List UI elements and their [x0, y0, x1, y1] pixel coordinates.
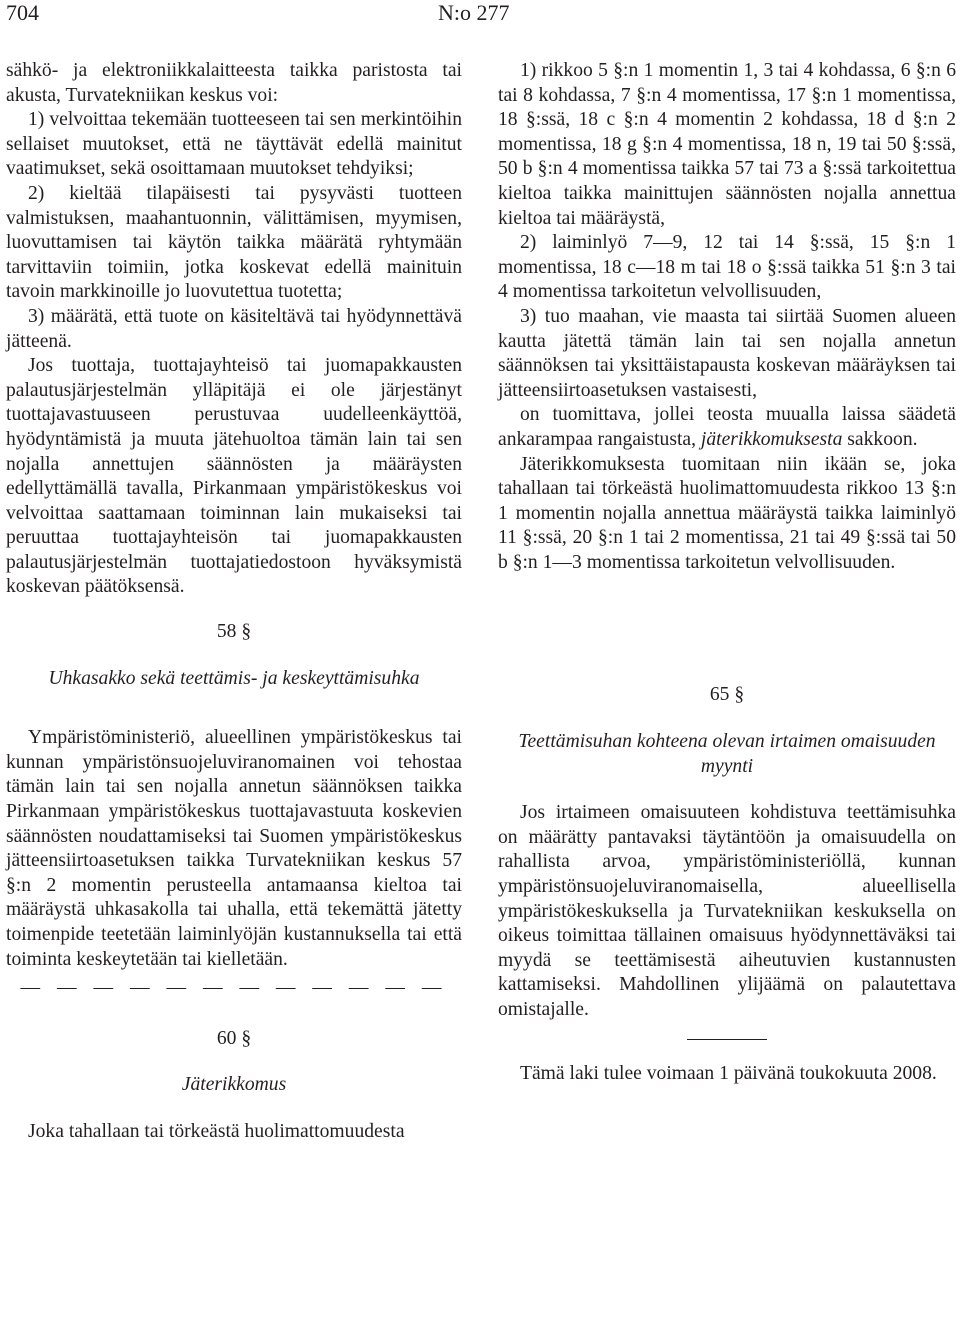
section-58-title: Uhkasakko sekä teettämis- ja keskeyttämisuhka [48, 667, 420, 689]
paragraph-producer: Jos tuottaja, tuottajayhteisö tai juomapakkausten palautusjärjestelmän ylläpitäjä ei ole järjestänyt tuottajavastuuseen perustuvaa uudelleenkäyttöä, hyödyntämistä ja muuta jätehuoltoa tämän lain tai sen nojalla annettujen säännösten ja määräysten edellyttämällä tavalla, Pirkanmaan ympäristökeskus voi velvoittaa saattamaan toiminnan lain mukaiseksi tai peruuttaa tuottajayhteisön tai juomapakkausten palautusjärjestelmän tuottajatiedostoon hyväksymistä koskevan päätöksensä. [6, 355, 462, 598]
penalty-term: jäterikkomuksesta [700, 428, 843, 450]
left-column [6, 59, 462, 1145]
list-item-3: 3) määrätä, että tuote on käsiteltävä tai hyödynnettävä jätteenä. [6, 305, 462, 352]
omission-line: — — — — — — — — — — — — [20, 977, 448, 999]
section-65-text: Jos irtaimeen omaisuuteen kohdistuva teettämisuhka on määrätty pantavaksi täytäntöön ja omaisuudella on rahallista arvoa, ympäristöministeriöllä, kunnan ympäristönsuojeluviranomaisella, alueellisella ympäristökeskuksella ja Turvatekniikan keskuksella on oikeus toimittaa tällainen omaisuus hyödynnettäväksi tai myydä se teettämisestä aiheutuvien kustannusten kattamiseksi. Mahdollinen ylijäämä on palautettava omistajalle. [498, 802, 956, 1020]
list-item-2: 2) kieltää tilapäisesti tai pysyvästi tuotteen valmistuksen, maahantuonnin, välittämisen, myymisen, luovuttamisen tai käytön taikka määrätä ryhtymään tarvittaviin toimiin, jotka koskevat edellä mainituin tavoin markkinoille jo luovutettua tuotetta; [6, 182, 462, 303]
penalty-text-b: sakkoon. [842, 428, 918, 450]
penalty-text-a: on tuomittava, jollei teosta muualla laissa säädetä ankarampaa rangaistusta, [498, 404, 956, 450]
section-60-text: Joka tahallaan tai törkeästä huolimattomuudesta [28, 1120, 405, 1142]
section-65-title: Teettämisuhan kohteena olevan irtaimen omaisuuden myynti [518, 731, 936, 777]
section-60-number: 60 § [216, 1027, 252, 1049]
offence-item-1: 1) rikkoo 5 §:n 1 momentin 1, 3 tai 4 kohdassa, 6 §:n 6 tai 8 kohdassa, 7 §:n 4 momentissa, 17 §:n 1 momentissa, 18 §:ssä, 18 c §:n 4 momentin 2 kohdassa, 18 d §:n 2 momentissa, 18 g §:n 4 momentissa, 18 n, 19 tai 50 §:ssä, 50 b §:n 4 momentissa taikka 57 tai 73 a §:ssä tarkoitettua kieltoa taikka mainittujen säännösten nojalla annettua kieltoa tai määräystä, [498, 60, 956, 229]
section-58-text: Ympäristöministeriö, alueellinen ympäristökeskus tai kunnan ympäristönsuojeluviranomainen voi tehostaa tämän lain tai sen nojalla annetun säännöksen taikka Pirkanmaan ympäristökeskus tuottajavastuuta koskevien säännösten noudattamiseksi tai Suomen ympäristökeskus jätteensiirtoasetuksen taikka Turvatekniikan keskus 57 §:n 2 momentin perusteella antamaansa kieltoa tai määräystä uhkasakolla tai uhalla, että tekemättä jätetty toimenpide teetetään laiminlyöjän kustannuksella tai että toiminta keskeytetään tai kielletään. [6, 727, 462, 970]
penalty-paragraph [498, 403, 956, 452]
page-header [0, 0, 960, 32]
offence-item-2: 2) laiminlyö 7—9, 12 tai 14 §:ssä, 15 §:n 1 momentissa, 18 c—18 m tai 18 o §:ssä taikka 51 §:n 3 tai 4 momentissa tarkoitetun velvollisuuden, [498, 232, 956, 303]
right-column [498, 59, 956, 1086]
section-58-number: 58 § [216, 621, 252, 643]
section-60-title: Jäterikkomus [181, 1074, 287, 1096]
paragraph-offence-extension: Jäterikkomuksesta tuomitaan niin ikään se, joka tahallaan tai törkeästä huolimattomuudesta rikkoo 13 §:n 1 momentin nojalla annettua määräystä taikka laiminlyö 11 §:ssä, 20 §:n 1 tai 2 momentissa, 21 tai 49 §:ssä tai 50 b §:n 1—3 momentissa tarkoitetun velvollisuuden. [498, 453, 956, 573]
document-number: N:o 277 [438, 0, 510, 25]
offence-item-3: 3) tuo maahan, vie maasta tai siirtää Suomen alueen kautta jätettä tämän lain tai sen nojalla annetun säännöksen tai yksittäistapausta koskevan määräyksen tai jätteensiirtoasetuksen vastaisesti, [498, 305, 956, 401]
entry-into-force: Tämä laki tulee voimaan 1 päivänä toukokuuta 2008. [520, 1062, 937, 1084]
list-item-1: 1) velvoittaa tekemään tuotteeseen tai sen merkintöihin sellaiset muutokset, että ne täyttävät edellä mainitut vaatimukset, sekä osoittamaan muutokset tehdyiksi; [6, 109, 462, 180]
page-number: 704 [6, 0, 39, 25]
paragraph-intro: sähkö- ja elektroniikkalaitteesta taikka paristosta tai akusta, Turvatekniikan keskus voi: [6, 60, 462, 106]
section-65-number: 65 § [709, 684, 745, 706]
